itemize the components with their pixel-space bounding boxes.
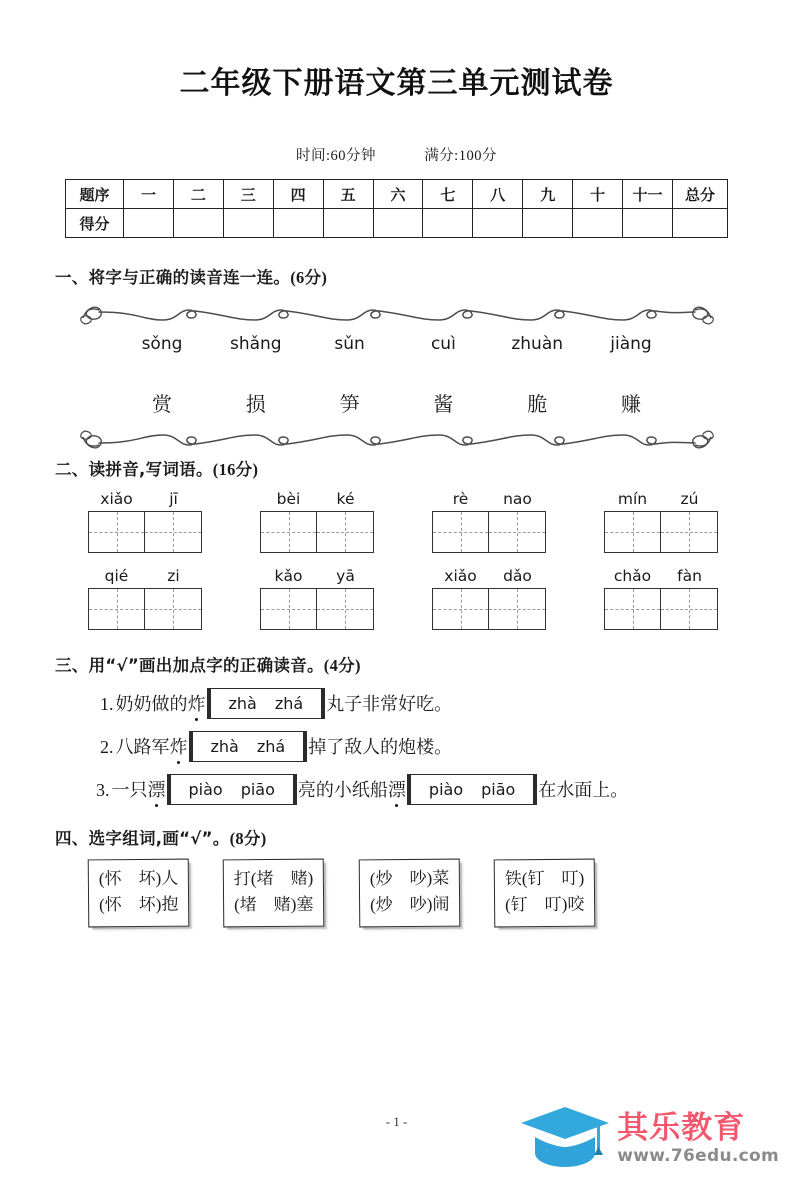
choose-char-card-wrapper — [88, 859, 189, 927]
score-cell-0[interactable] — [124, 209, 174, 238]
dotted-character: 漂 — [387, 779, 406, 800]
grid-cell[interactable] — [317, 512, 373, 552]
card-line[interactable]: (堵 赌)塞 — [234, 894, 314, 915]
decor-wave-top-row — [0, 298, 793, 328]
graduation-cap-icon — [519, 1103, 611, 1174]
pinyin-syllable: xiǎo — [100, 490, 133, 508]
score-table-col-0: 一 — [124, 180, 174, 209]
score-cell-2[interactable] — [223, 209, 273, 238]
write-word-pinyin — [432, 490, 546, 508]
pinyin-option-5[interactable]: jiàng — [610, 334, 652, 354]
pinyin-syllable: zú — [680, 490, 699, 508]
score-table-col-8: 九 — [523, 180, 573, 209]
section-1-body — [0, 298, 793, 448]
exam-meta — [0, 144, 793, 165]
write-word-pinyin — [604, 490, 718, 508]
grid-cell[interactable] — [145, 589, 201, 629]
score-table-score-row — [66, 209, 728, 238]
score-cell-1[interactable] — [173, 209, 223, 238]
pinyin-option-3[interactable]: cuì — [430, 334, 456, 354]
choose-char-card[interactable] — [223, 859, 325, 928]
grid-cell[interactable] — [433, 589, 489, 629]
score-table-col-4: 五 — [323, 180, 373, 209]
choose-char-card-wrapper — [223, 859, 324, 927]
choose-char-card-wrapper — [494, 859, 595, 927]
score-cell-6[interactable] — [423, 209, 473, 238]
section-1-heading-text: 一、将字与正确的读音连一连。 — [55, 268, 291, 287]
section-4-cards-row — [88, 859, 793, 927]
char-option-2[interactable]: 笋 — [339, 394, 360, 416]
grid-cell[interactable] — [261, 512, 317, 552]
score-table — [65, 179, 728, 238]
sentence-suffix: 在水面上。 — [538, 779, 629, 800]
score-table-col-7: 八 — [473, 180, 523, 209]
score-cell-total[interactable] — [673, 209, 728, 238]
sentence-suffix: 掉了敌人的炮楼。 — [308, 736, 453, 757]
test-paper-page — [0, 58, 793, 1180]
item-number: 1. — [100, 693, 114, 714]
section-3-points: (4分) — [323, 656, 361, 675]
grid-cell[interactable] — [89, 589, 145, 629]
grid-cell[interactable] — [489, 512, 545, 552]
pinyin-syllable: zi — [167, 567, 180, 585]
score-cell-10[interactable] — [623, 209, 673, 238]
section-2-heading — [55, 456, 793, 480]
grid-cell[interactable] — [145, 512, 201, 552]
grid-cell[interactable] — [605, 512, 661, 552]
pinyin-syllable: ké — [336, 490, 355, 508]
score-cell-5[interactable] — [373, 209, 423, 238]
card-line[interactable]: 打(堵 赌) — [234, 868, 314, 889]
sentence-suffix: 丸子非常好吃。 — [326, 693, 453, 714]
section-3-heading — [55, 652, 793, 676]
dotted-character: 漂 — [147, 779, 166, 800]
pinyin-syllable: nao — [503, 490, 532, 508]
score-cell-3[interactable] — [273, 209, 323, 238]
pinyin-syllable: mín — [617, 490, 648, 508]
section-4-heading-text: 四、选字组词,画“√”。 — [55, 829, 230, 848]
char-option-3[interactable]: 酱 — [433, 394, 454, 416]
character-grid[interactable] — [88, 511, 202, 553]
char-option-1[interactable]: 损 — [245, 394, 266, 416]
char-option-0[interactable]: 赏 — [152, 394, 172, 416]
decorative-wave-icon — [77, 298, 717, 328]
card-line[interactable]: (钉 叮)咬 — [505, 894, 585, 915]
write-word-item — [432, 490, 546, 553]
character-grid[interactable] — [260, 511, 374, 553]
section-2-row-1 — [88, 490, 793, 553]
pinyin-syllable: chǎo — [613, 567, 652, 585]
character-grid[interactable] — [432, 588, 546, 630]
pinyin-option-box[interactable] — [407, 774, 537, 805]
write-word-item — [88, 567, 202, 630]
character-grid[interactable] — [88, 588, 202, 630]
grid-cell[interactable] — [605, 589, 661, 629]
section-2-heading-text: 二、读拼音,写词语。 — [55, 460, 213, 479]
pinyin-syllable: bèi — [276, 490, 301, 508]
grid-cell[interactable] — [433, 512, 489, 552]
section-4 — [0, 825, 793, 927]
grid-cell[interactable] — [661, 512, 717, 552]
sentence-middle: 亮的小纸船 — [297, 779, 388, 800]
section-1 — [0, 264, 793, 448]
char-option-5[interactable]: 赚 — [620, 394, 641, 416]
section-1-points: (6分) — [290, 268, 328, 287]
reading-choice-item — [100, 688, 793, 719]
section-2-row-2 — [88, 567, 793, 630]
item-number: 2. — [100, 736, 114, 757]
decorative-wave-icon — [77, 425, 717, 455]
write-word-pinyin — [88, 490, 202, 508]
score-cell-9[interactable] — [573, 209, 623, 238]
time-limit: 时间:60分钟 — [296, 148, 377, 164]
choose-char-card[interactable] — [358, 859, 460, 928]
card-line[interactable]: (炒 吵)菜 — [369, 868, 449, 889]
pinyin-syllable: fàn — [677, 567, 702, 585]
pinyin-syllable: yā — [336, 567, 355, 585]
grid-cell[interactable] — [317, 589, 373, 629]
pinyin-choice[interactable]: zhà — [210, 736, 239, 756]
score-table-col-3: 四 — [273, 180, 323, 209]
write-word-item — [260, 567, 374, 630]
section-2 — [0, 456, 793, 630]
write-word-item — [604, 490, 718, 553]
pinyin-syllable: jī — [169, 490, 178, 508]
section-4-heading — [55, 825, 793, 849]
brand-url: www.76edu.com — [617, 1145, 779, 1166]
score-table-total-label: 总分 — [673, 180, 728, 209]
pinyin-syllable: dǎo — [503, 567, 532, 585]
score-table-col-5: 六 — [373, 180, 423, 209]
sentence-prefix: 奶奶做的 — [115, 693, 188, 714]
pinyin-option-2[interactable]: sǔn — [334, 334, 365, 354]
section-1-heading — [55, 264, 793, 288]
score-table-col-6: 七 — [423, 180, 473, 209]
pinyin-option-box[interactable] — [207, 688, 326, 719]
grid-cell[interactable] — [89, 512, 145, 552]
choose-char-card-wrapper — [359, 859, 460, 927]
section-1-pinyin-row — [118, 334, 675, 354]
write-word-item — [604, 567, 718, 630]
choose-char-card[interactable] — [88, 859, 190, 928]
write-word-pinyin — [260, 490, 374, 508]
pinyin-option-box[interactable] — [167, 774, 297, 805]
section-2-points: (16分) — [212, 460, 259, 479]
pinyin-choice[interactable]: piào — [188, 779, 223, 799]
pinyin-syllable: rè — [452, 490, 469, 508]
choose-char-card[interactable] — [494, 859, 596, 928]
brand-name: 其乐教育 — [617, 1109, 746, 1146]
pinyin-choice[interactable]: zhá — [256, 736, 286, 756]
card-line[interactable]: (怀 坏)抱 — [99, 894, 179, 915]
pinyin-choice[interactable]: piāo — [240, 779, 275, 799]
page-number: - 1 - — [385, 1114, 408, 1129]
write-word-item — [260, 490, 374, 553]
publisher-logo — [519, 1103, 779, 1174]
pinyin-syllable: qié — [104, 567, 129, 585]
score-table-row-label-0: 题序 — [66, 180, 124, 209]
dotted-character: 炸 — [169, 736, 188, 757]
score-table-header-row — [66, 180, 728, 209]
char-option-4[interactable]: 脆 — [527, 394, 548, 416]
character-grid[interactable] — [604, 511, 718, 553]
character-grid[interactable] — [432, 511, 546, 553]
sentence-prefix: 八路军 — [115, 736, 170, 757]
score-cell-7[interactable] — [473, 209, 523, 238]
pinyin-option-1[interactable]: shǎng — [229, 334, 282, 354]
score-table-col-1: 二 — [173, 180, 223, 209]
write-word-pinyin — [260, 567, 374, 585]
section-1-char-row — [118, 388, 675, 417]
sentence-prefix: 一只 — [111, 779, 148, 800]
score-table-col-2: 三 — [223, 180, 273, 209]
section-3-heading-text: 三、用“√”画出加点字的正确读音。 — [55, 656, 324, 675]
grid-cell[interactable] — [489, 589, 545, 629]
reading-choice-item — [96, 774, 793, 805]
write-word-pinyin — [604, 567, 718, 585]
write-word-item — [88, 490, 202, 553]
section-4-points: (8分) — [229, 829, 267, 848]
write-word-item — [432, 567, 546, 630]
score-cell-8[interactable] — [523, 209, 573, 238]
grid-cell[interactable] — [661, 589, 717, 629]
pinyin-choice[interactable]: piào — [428, 779, 464, 799]
score-table-row-label-1: 得分 — [66, 209, 124, 238]
page-title: 二年级下册语文第三单元测试卷 — [179, 66, 614, 101]
score-table-col-9: 十 — [573, 180, 623, 209]
section-3 — [0, 652, 793, 805]
pinyin-choice[interactable]: piāo — [481, 779, 516, 799]
card-line[interactable]: (炒 吵)闹 — [369, 894, 450, 915]
grid-cell[interactable] — [261, 589, 317, 629]
character-grid[interactable] — [260, 588, 374, 630]
total-points: 满分:100分 — [424, 148, 497, 164]
score-table-col-10: 十一 — [623, 180, 673, 209]
score-table-wrapper — [65, 179, 728, 238]
dotted-character: 炸 — [187, 693, 206, 714]
pinyin-syllable: xiǎo — [444, 567, 477, 585]
decor-wave-bottom-row — [0, 425, 793, 455]
pinyin-choice[interactable]: zhà — [228, 693, 257, 713]
card-line[interactable]: (怀 坏)人 — [98, 868, 179, 889]
pinyin-choice[interactable]: zhá — [274, 693, 304, 713]
pinyin-option-4[interactable]: zhuàn — [511, 334, 564, 354]
character-grid[interactable] — [604, 588, 718, 630]
write-word-pinyin — [88, 567, 202, 585]
logo-text — [617, 1109, 779, 1166]
item-number: 3. — [96, 779, 110, 800]
pinyin-syllable: kǎo — [274, 567, 303, 585]
write-word-pinyin — [432, 567, 546, 585]
pinyin-option-box[interactable] — [189, 731, 308, 762]
score-cell-4[interactable] — [323, 209, 373, 238]
reading-choice-item — [100, 731, 793, 762]
card-line[interactable]: 铁(钉 叮) — [504, 868, 585, 889]
pinyin-option-0[interactable]: sǒng — [141, 334, 183, 354]
